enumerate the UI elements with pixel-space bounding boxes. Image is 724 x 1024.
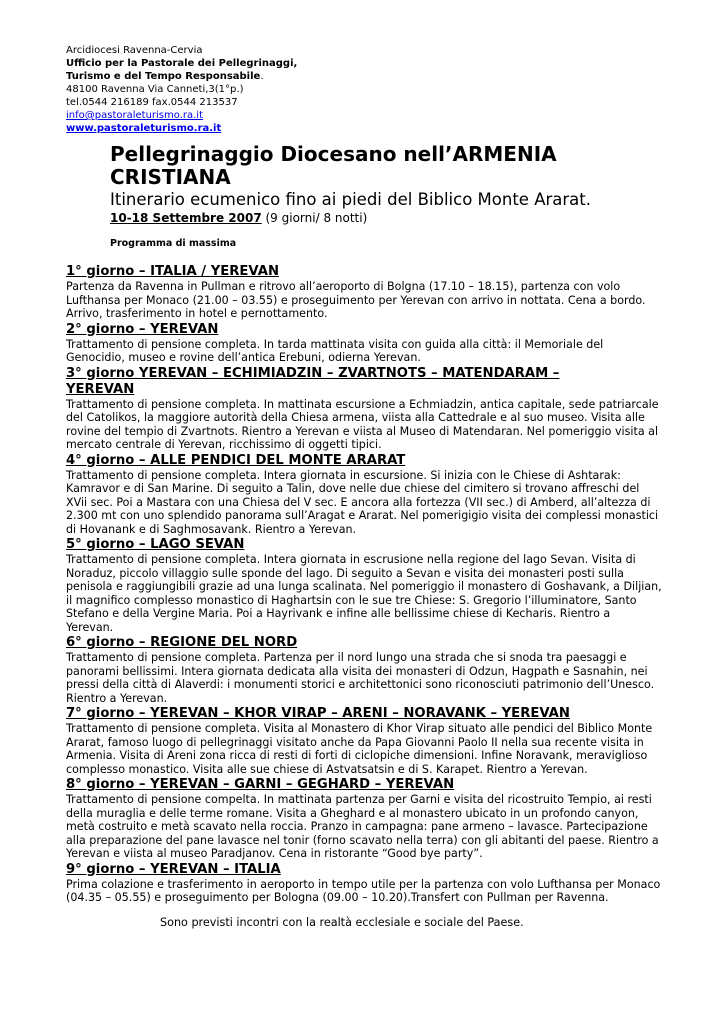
diocese-name: Arcidiocesi Ravenna-Cervia <box>66 45 203 56</box>
day-description-line: metà costruito e metà scavato nella roccia. Pranzo in campagna: pane armeno – lavasce. Partecipazione <box>66 820 648 833</box>
day-heading: 4° giorno – ALLE PENDICI DEL MONTE ARARAT <box>66 452 406 468</box>
day-description-line: del Catolikos, la maggiore autorità della Chiesa armena, viista alla Cattedrale e al suo museo. Visita alle <box>66 411 645 424</box>
day-section <box>66 453 662 537</box>
day-description-line: Yerevan. <box>66 620 114 634</box>
day-description-line: Genocidio, museo e rovine dell’antica Erebuni, odierna Yerevan. <box>66 351 421 364</box>
day-description-line: mercato centrale di Yerevan, ricchissimo di oggetti tipici. <box>66 438 382 451</box>
day-section <box>66 706 662 776</box>
trip-dates <box>110 210 670 226</box>
page-title-line1: Pellegrinaggio Diocesano nell’ARMENIA <box>110 142 557 166</box>
day-description-line: Trattamento di pensione completa. In tarda mattinata visita con guida alla città: il Memoriale del <box>66 337 604 351</box>
day-heading: 7° giorno – YEREVAN – KHOR VIRAP – ARENI – NORAVANK – YEREVAN <box>66 706 570 721</box>
day-description-line: Trattamento di pensione completa. Intera giornata in escursione. Si inizia con le Chiese di Ashtarak: <box>66 468 621 482</box>
day-description-line: rovine del tempio di Zvartnots. Rientro a Yerevan e viista al Museo di Matendaran. Nel pomeriggio visita al <box>66 424 659 438</box>
day-heading: 8° giorno – YEREVAN – GARNI – GEGHARD – YEREVAN <box>66 777 455 792</box>
day-description-line: Armenia. Visita di Areni zona ricca di resti di forti di ciclopiche dimensioni. Infine Noravank, meraviglioso <box>66 749 648 762</box>
day-description-line: Noraduz, piccolo villaggio sulle sponde del lago. Di seguito a Sevan e visita dei monasteri posti sulla <box>66 566 624 580</box>
page-title <box>110 143 670 189</box>
day-heading: 5° giorno – LAGO SEVAN <box>66 537 245 552</box>
day-description-line: pressi della città di Alaverdi: i monumenti storici e architettonici sono riconosciuti patrimonio dell’Unesco. <box>66 678 655 691</box>
day-section <box>66 537 662 634</box>
day-description-line: Yerevan e viista al museo Paradjanov. Cena in ristorante “Good bye party”. <box>66 847 483 860</box>
day-heading: 9° giorno – YEREVAN – ITALIA <box>66 861 281 877</box>
trip-duration: (9 giorni/ 8 notti) <box>261 211 368 225</box>
day-description-line: panorami bellissimi. Intera giornata dedicata alla visita dei monasteri di Odzun, Hagpath e Sasnahin, nei <box>66 664 648 678</box>
day-heading: 1° giorno – ITALIA / YEREVAN <box>66 264 279 279</box>
day-heading: 2° giorno – YEREVAN <box>66 321 219 337</box>
day-description-line: (04.35 – 05.55) e proseguimento per Bologna (09.00 – 10.20).Transfert con Pullman per Ravenna. <box>66 891 609 904</box>
day-section <box>66 366 662 452</box>
day-description-line: Trattamento di pensione completa. In mattinata escursione a Echmiadzin, antica capitale, sede patriarcale <box>66 397 659 411</box>
page-subtitle: Itinerario ecumenico fino ai piedi del Biblico Monte Ararat. <box>110 190 591 209</box>
trip-date-range: 10-18 Settembre 2007 <box>110 211 262 225</box>
day-description-line: penisola e raggiungibili grazie ad una lunga scalinata. Nel pomeriggio il monastero di Goshavank, a Diljian, <box>66 580 662 593</box>
day-section <box>66 635 662 705</box>
day-description-line: Trattamento di pensione completa. Visita al Monastero di Khor Virap situato alle pendici del Biblico Monte <box>66 722 653 735</box>
day-description-line: Kamravor e di San Marine. Di seguito a Talin, dove nelle due chiese del cimitero si trovano affreschi del <box>66 482 640 495</box>
day-heading-continued: YEREVAN <box>66 381 135 397</box>
phone-fax: tel.0544 216189 fax.0544 213537 <box>66 97 238 108</box>
day-description-line: Stefano e della Vergine Maria. Poi a Hayrivank e infine alle bellissime chiese di Kecharis. Rientro a <box>66 607 611 620</box>
day-description-line: di Hovanank e di Saghmosavank. Rientro a Yerevan. <box>66 522 357 536</box>
day-description-line: Partenza da Ravenna in Pullman e ritrovo all’aeroporto di Bolgna (17.10 – 18.15), partenza con volo <box>66 280 621 293</box>
itinerary <box>66 263 662 905</box>
day-description-line: Arrivo, trasferimento in hotel e pernottamento. <box>66 307 328 320</box>
letterhead <box>66 44 297 135</box>
day-description-line: Prima colazione e trasferimento in aeroporto in tempo utile per la partenza con volo Lufthansa per Monaco <box>66 877 661 891</box>
office-name-period: . <box>260 71 264 82</box>
day-section <box>66 264 662 321</box>
day-description-line: 2.300 mt con uno splendido panorama sull’Aragat e Ararat. Nel pomerigigio visita dei complessi monastici <box>66 509 659 522</box>
title-block <box>110 143 670 226</box>
day-description-line: Trattamento di pensione compelta. In mattinata partenza per Garni e visita del ricostruito Tempio, ai resti <box>66 793 652 806</box>
day-description-line: alla preparazione del pane lavasce nel tonir (forno scavato nella terra) con gli abitanti del paese. Rientro a <box>66 833 659 847</box>
day-heading: 6° giorno – REGIONE DEL NORD <box>66 635 298 650</box>
day-heading: 3° giorno YEREVAN – ECHIMIADZIN – ZVARTNOTS – MATENDARAM – <box>66 365 560 381</box>
day-section <box>66 862 662 905</box>
day-description-line: Trattamento di pensione completa. Partenza per il nord lungo una strada che si snoda tra paesaggi e <box>66 651 627 664</box>
day-description-line: della muraglia e delle terme romane. Visita a Gheghard e al monastero ubicato in un profondo canyon, <box>66 806 639 820</box>
website-link[interactable]: www.pastoraleturismo.ra.it <box>66 123 222 134</box>
office-name: Ufficio per la Pastorale dei Pellegrinaggi, <box>66 58 298 69</box>
email-link[interactable]: info@pastoraleturismo.ra.it <box>66 110 203 121</box>
day-section <box>66 322 662 365</box>
office-name-line2 <box>66 70 297 83</box>
day-description-line: complesso monastico. Visita alle sue chiese di Astvatsatsin e di S. Karapet. Rientro a Yerevan. <box>66 762 588 776</box>
day-description-line: Trattamento di pensione completa. Intera giornata in escrusione nella regione del lago Sevan. Visita di <box>66 553 636 566</box>
day-description-line: Rientro a Yerevan. <box>66 691 168 705</box>
address: 48100 Ravenna Via Canneti,3(1°p.) <box>66 84 244 95</box>
page-title-line2: CRISTIANA <box>110 165 231 189</box>
day-description-line: il magnifico complesso monastico di Haghartsin con le sue tre Chiese: S. Gregorio l’illuminatore, Santo <box>66 593 637 607</box>
footer-note: Sono previsti incontri con la realtà ecclesiale e sociale del Paese. <box>160 916 524 929</box>
day-description-line: Lufthansa per Monaco (21.00 – 03.55) e proseguimento per Yerevan con arrivo in nottata. Cena a bordo. <box>66 293 646 307</box>
day-section <box>66 777 662 861</box>
programma-label: Programma di massima <box>110 238 237 249</box>
day-description-line: Ararat, famoso luogo di pellegrinaggi visitato anche da Papa Giovanni Paolo II nella sua recente visita in <box>66 735 644 749</box>
office-name-bold: Turismo e del Tempo Responsabile <box>66 71 261 82</box>
day-description-line: XVii sec. Poi a Mastara con una Chiesa del V sec. E ancora alla fortezza (VII sec.) di Amberd, all’altezza di <box>66 495 651 509</box>
